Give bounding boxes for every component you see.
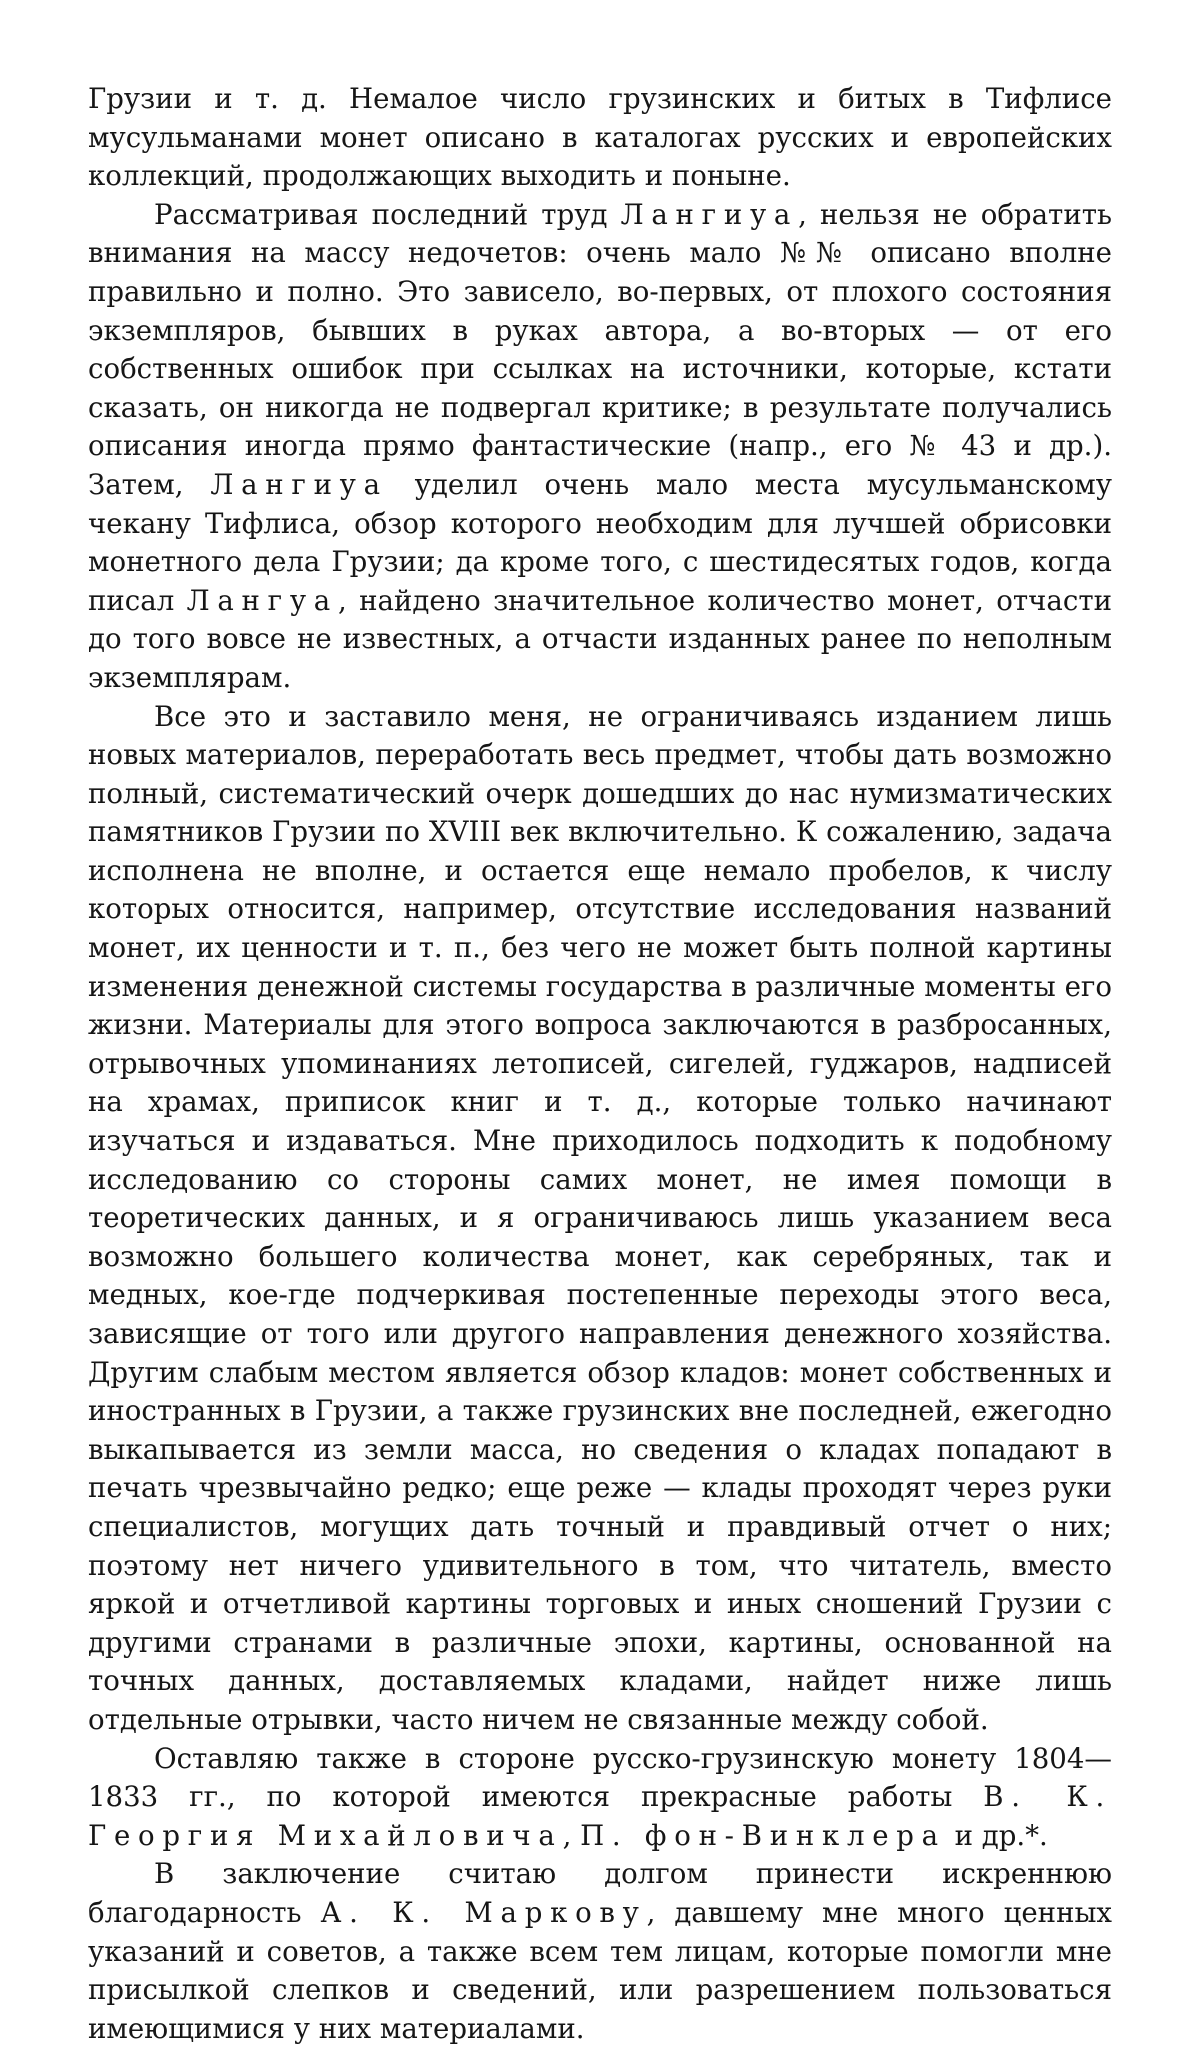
- paragraph-4-text-c: и др.*.: [946, 1819, 1048, 1852]
- paragraph-4-text-b: ,: [563, 1819, 581, 1852]
- author-name-winkler: П. фон-Винклера: [580, 1819, 946, 1852]
- author-name-langlois-3: Лангуа: [187, 584, 338, 617]
- author-name-georgy: В. К. Георгия Михайловича: [88, 1780, 1112, 1852]
- author-name-langlois-2: Лангиуа: [210, 468, 388, 501]
- paragraph-2-text-d: , найдено значительное количество монет, отчасти до того вовсе не известных, а отчасти изданных ранее по неполным экземплярам.: [88, 584, 1112, 694]
- paragraph-2-text-a: Рассматривая последний труд: [154, 198, 621, 231]
- paragraph-2-text-b: , нельзя не обратить внимания на массу недочетов: очень мало №№ описано вполне правильно и полно. Это зависело, во-первых, от плохого состояния экземпляров, бывших в руках автора, а во-вторых — от его собственных ошибок при ссылках на источники, которые, кстати сказать, он никогда не подвергал критике; в результате получались описания иногда прямо фантастические (напр., его № 43 и др.). Затем,: [88, 198, 1112, 501]
- page-body: [88, 80, 1112, 2048]
- author-name-langlois-1: Лангиуа: [621, 198, 799, 231]
- person-name-markov: А. К. Маркову: [320, 1896, 646, 1929]
- paragraph-2: [88, 196, 1112, 698]
- paragraph-5: [88, 1855, 1112, 2048]
- paragraph-4: [88, 1740, 1112, 1856]
- paragraph-4-text-a: Оставляю также в стороне русско-грузинскую монету 1804—1833 гг., по которой имеются прекрасные работы: [88, 1742, 1112, 1814]
- paragraph-5-text-a: В заключение считаю долгом принести искреннюю благодарность: [88, 1857, 1112, 1929]
- paragraph-5-text-b: , давшему мне много ценных указаний и советов, а также всем тем лицам, которые помогли мне присылкой слепков и сведений, или разрешением пользоваться имеющимися у них материалами.: [88, 1896, 1112, 2045]
- paragraph-3: Все это и заставило меня, не ограничиваясь изданием лишь новых материалов, переработать весь предмет, чтобы дать возможно полный, систематический очерк дошедших до нас нумизматических памятников Грузии по XVIII век включительно. К сожалению, задача исполнена не вполне, и остается еще немало пробелов, к числу которых относится, например, отсутствие исследования названий монет, их ценности и т. п., без чего не может быть полной картины изменения денежной системы государства в различные моменты его жизни. Материалы для этого вопроса заключаются в разбросанных, отрывочных упоминаниях летописей, сигелей, гуджаров, надписей на храмах, приписок книг и т. д., которые только начинают изучаться и издаваться. Мне приходилось подходить к подобному исследованию со стороны самих монет, не имея помощи в теоретических данных, и я ограничиваюсь лишь указанием веса возможно большего количества монет, как серебряных, так и медных, кое-где подчеркивая постепенные переходы этого веса, зависящие от того или другого направления денежного хозяйства. Другим слабым местом является обзор кладов: монет собственных и иностранных в Грузии, а также грузинских вне последней, ежегодно выкапывается из земли масса, но сведения о кладах попадают в печать чрезвычайно редко; еще реже — клады проходят через руки специалистов, могущих дать точный и правдивый отчет о них; поэтому нет ничего удивительного в том, что читатель, вместо яркой и отчетливой картины торговых и иных сношений Грузии с другими странами в различные эпохи, картины, основанной на точных данных, доставляемых кладами, найдет ниже лишь отдельные отрывки, часто ничем не связанные между собой.: [88, 698, 1112, 1740]
- paragraph-2-text-c: уделил очень мало места мусульманскому чекану Тифлиса, обзор которого необходим для лучшей обрисовки монетного дела Грузии; да кроме того, с шестидесятых годов, когда писал: [88, 468, 1112, 617]
- paragraph-1: Грузии и т. д. Немалое число грузинских и битых в Тифлисе мусульманами монет описано в каталогах русских и европейских коллекций, продолжающих выходить и поныне.: [88, 80, 1112, 196]
